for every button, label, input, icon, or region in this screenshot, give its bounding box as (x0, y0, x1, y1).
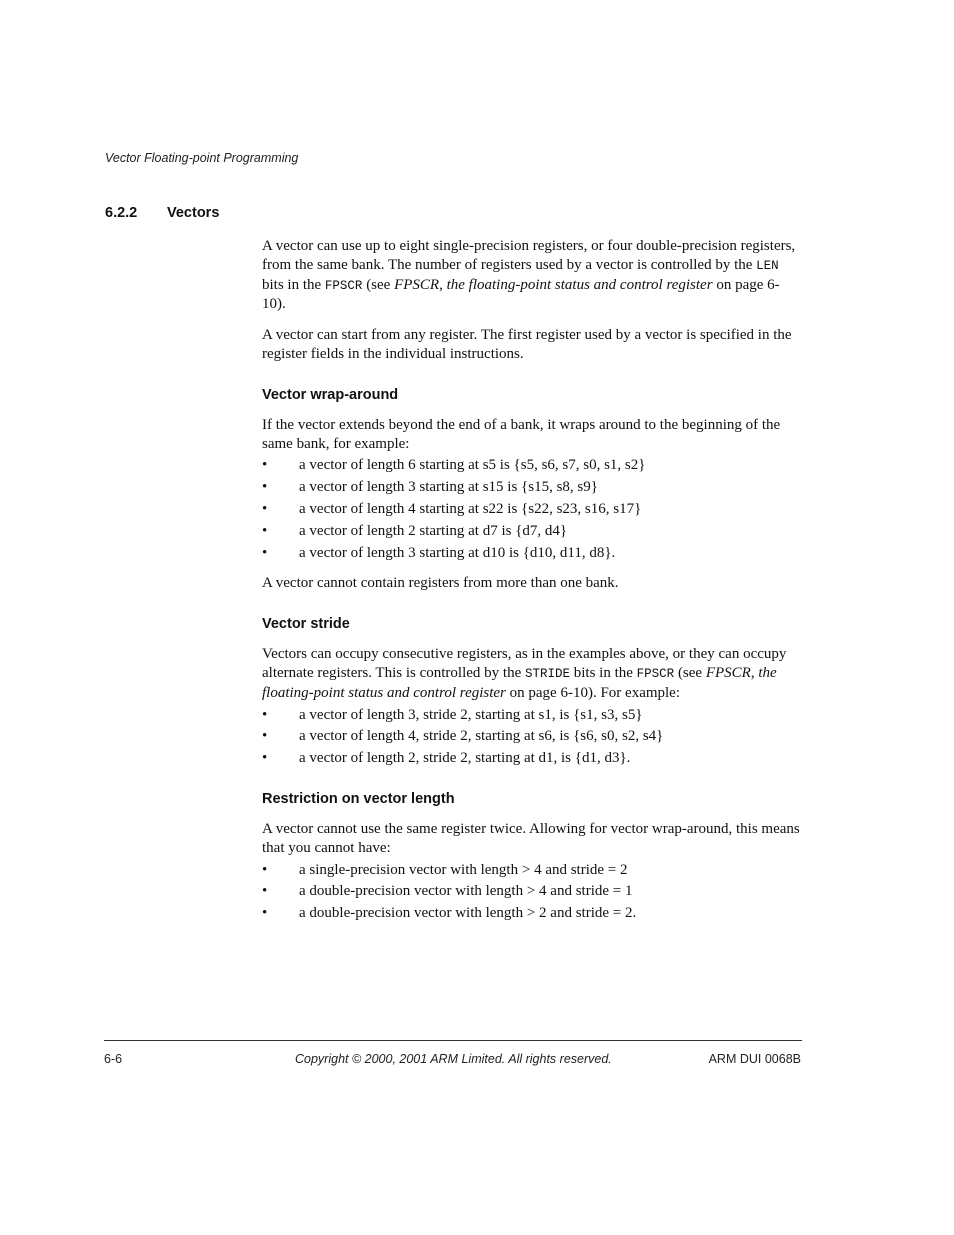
list-item-text: a vector of length 2 starting at d7 is {d7, d4} (299, 522, 568, 539)
list-item-text: a vector of length 6 starting at s5 is {s5, s6, s7, s0, s1, s2} (299, 457, 646, 474)
section-heading (105, 205, 219, 221)
list-item (262, 727, 802, 746)
text-run: bits in the (570, 664, 637, 681)
main-content (262, 237, 802, 935)
stride-code: STRIDE (524, 666, 570, 681)
restriction-lead: A vector cannot use the same register twice. Allowing for vector wrap-around, this means that you cannot have: (262, 820, 800, 856)
bullet-icon: • (262, 544, 268, 561)
bullet-icon: • (262, 522, 268, 539)
text-run: bits in the (262, 276, 325, 293)
text-run: Vectors can occupy consecutive registers, as in the examples above, or they can occupy alternate registers. This is controlled by the (262, 646, 787, 681)
list-item-text: a double-precision vector with length > 4 and stride = 1 (299, 883, 633, 900)
list-item (262, 544, 802, 563)
text-run: (see (362, 276, 395, 293)
wrap-around-closing: A vector cannot contain registers from more than one bank. (262, 575, 619, 592)
section-number: 6.2.2 (105, 205, 138, 221)
bullet-icon: • (262, 479, 268, 496)
list-item-text: a vector of length 3, stride 2, starting at s1, is {s1, s3, s5} (299, 706, 643, 723)
wrap-around-heading: Vector wrap-around (262, 386, 399, 403)
stride-list (262, 706, 802, 768)
fpscr-cross-reference[interactable]: FPSCR, the floating-point status and control register (394, 276, 713, 293)
text-run: on page 6-10). (262, 276, 780, 313)
fpscr-code: FPSCR (324, 278, 363, 293)
bullet-icon: • (262, 457, 268, 474)
list-item (262, 882, 802, 901)
list-item (262, 478, 802, 497)
restriction-heading: Restriction on vector length (262, 790, 455, 807)
intro-paragraph-1 (262, 237, 802, 314)
list-item (262, 522, 802, 541)
wrap-around-list (262, 456, 802, 562)
list-item-text: a double-precision vector with length > 2 and stride = 2. (299, 905, 637, 922)
list-item-text: a vector of length 4, stride 2, starting at s6, is {s6, s0, s2, s4} (299, 728, 664, 745)
stride-heading: Vector stride (262, 616, 350, 633)
list-item (262, 500, 802, 519)
fpscr-cross-reference[interactable]: FPSCR, the floating-point status and control register (262, 664, 777, 701)
list-item-text: a vector of length 3 starting at d10 is {d10, d11, d8}. (299, 544, 616, 561)
running-header: Vector Floating-point Programming (105, 151, 299, 165)
list-item (262, 861, 802, 880)
copyright-notice: Copyright © 2000, 2001 ARM Limited. All rights reserved. (295, 1052, 612, 1066)
bullet-icon: • (262, 861, 268, 878)
stride-lead (262, 645, 802, 702)
bullet-icon: • (262, 500, 268, 517)
footer-divider (104, 1040, 802, 1041)
list-item (262, 904, 802, 923)
document-id: ARM DUI 0068B (708, 1052, 801, 1066)
bullet-icon: • (262, 883, 268, 900)
len-code: LEN (756, 258, 779, 273)
text-run: (see (674, 664, 706, 681)
bullet-icon: • (262, 728, 268, 745)
intro-paragraph-2: A vector can start from any register. The first register used by a vector is specified in the register fields in the individual instructions. (262, 327, 792, 362)
bullet-icon: • (262, 706, 268, 723)
fpscr-code: FPSCR (636, 666, 675, 681)
text-run: on page 6-10). For example: (505, 684, 681, 701)
list-item (262, 749, 802, 768)
list-item (262, 456, 802, 475)
wrap-around-lead: If the vector extends beyond the end of a bank, it wraps around to the beginning of the same bank, for example: (262, 416, 781, 452)
list-item-text: a vector of length 3 starting at s15 is {s15, s8, s9} (299, 479, 598, 496)
list-item-text: a single-precision vector with length > 4 and stride = 2 (299, 861, 628, 878)
bullet-icon: • (262, 750, 268, 767)
bullet-icon: • (262, 905, 268, 922)
list-item (262, 706, 802, 725)
page-number: 6-6 (104, 1052, 123, 1066)
section-title: Vectors (167, 205, 220, 221)
list-item-text: a vector of length 2, stride 2, starting at d1, is {d1, d3}. (299, 750, 631, 767)
restriction-list (262, 861, 802, 923)
text-run: A vector can use up to eight single-precision registers, or four double-precision registers, from the same bank. The number of registers used by a vector is controlled by the (262, 238, 796, 273)
list-item-text: a vector of length 4 starting at s22 is {s22, s23, s16, s17} (299, 500, 642, 517)
